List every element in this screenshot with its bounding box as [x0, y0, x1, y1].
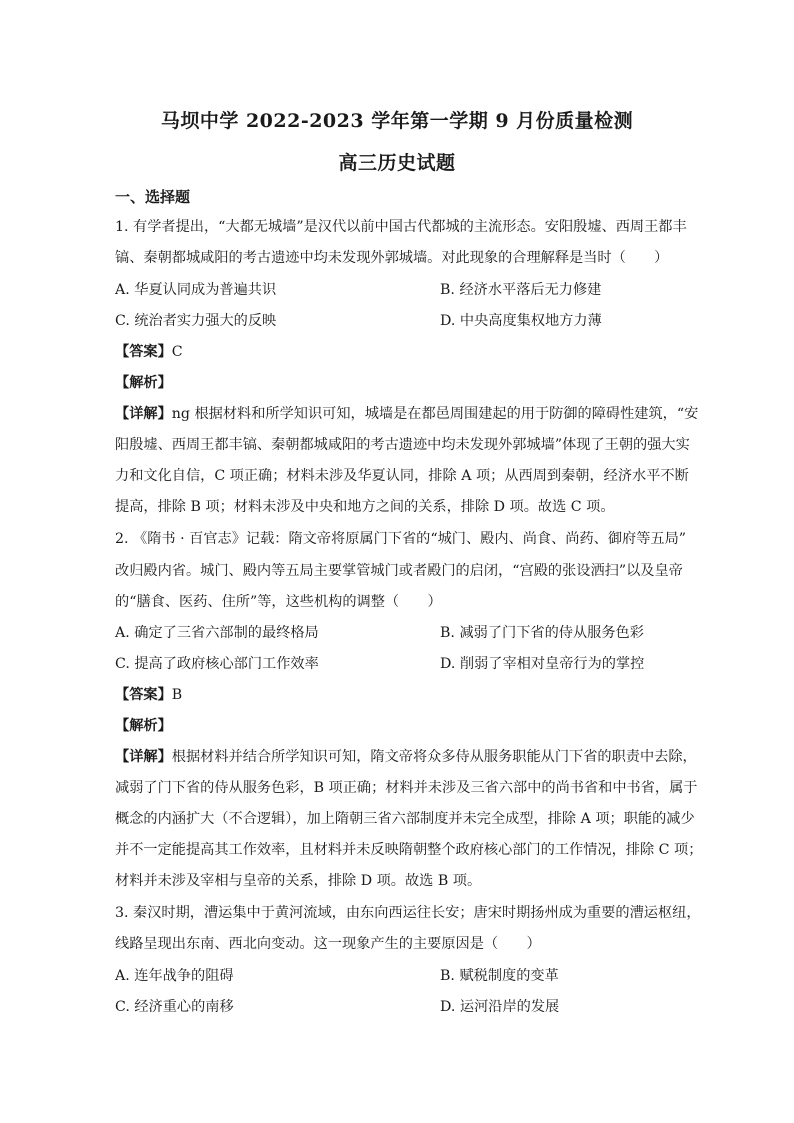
- q2-stem-line: 2. 《隋书 · 百官志》记载：隋文帝将原属门下省的“城门、殿内、尚食、尚药、御府等五局”: [115, 531, 687, 547]
- q2-answer: [115, 685, 182, 705]
- q3-option-d: D. 运河沿岸的发展: [440, 999, 560, 1015]
- q1-detail-line: 力和文化自信，C 项正确；材料未涉及华夏认同，排除 A 项；从西周到秦朝，经济水平不断: [115, 468, 689, 484]
- q3-option-a: A. 连年战争的阻碍: [115, 968, 234, 984]
- q1-detail-line: 阳殷墟、西周王都丰镐、秦朝都城咸阳的考古遗迹中均未发现外郭城墙”体现了王朝的强大实: [115, 437, 690, 453]
- detail-label: 【详解】: [115, 749, 172, 765]
- q2-detail-line: 概念的内涵扩大（不合逻辑），加上隋朝三省六部制度并未完全成型，排除 A 项；职能的减少: [115, 811, 695, 827]
- q2-option-b: B. 减弱了门下省的侍从服务色彩: [440, 625, 644, 641]
- q1-option-d: D. 中央高度集权地方力薄: [440, 313, 602, 329]
- answer-label: 【答案】: [115, 344, 172, 360]
- q1-stem-line: 镐、秦朝都城咸阳的考古遗迹中均未发现外郭城墙。对此现象的合理解释是当时（ ）: [115, 250, 669, 266]
- q3-option-b: B. 赋税制度的变革: [440, 968, 559, 984]
- q1-stem-line: 1. 有学者提出，“大都无城墙”是汉代以前中国古代都城的主流形态。安阳殷墟、西周王都丰: [115, 219, 687, 235]
- q2-stem-line: 改归殿内省。城门、殿内等五局主要掌管城门或者殿门的启闭，“宫殿的张设洒扫”以及皇帝: [115, 563, 683, 579]
- exam-subtitle: 高三历史试题: [338, 152, 456, 174]
- q2-analysis-label: 【解析】: [115, 718, 172, 734]
- q1-option-c: C. 统治者实力强大的反映: [115, 313, 277, 329]
- q1-analysis-label: 【解析】: [115, 375, 172, 391]
- section-heading: 一、选择题: [115, 188, 191, 206]
- q3-option-c: C. 经济重心的南移: [115, 999, 234, 1015]
- q2-option-a: A. 确定了三省六部制的最终格局: [115, 625, 319, 641]
- detail-label: 【详解】: [115, 406, 172, 422]
- answer-label: 【答案】: [115, 687, 172, 703]
- q3-stem-line: 3. 秦汉时期，漕运集中于黄河流域，由东向西运往长安；唐宋时期扬州成为重要的漕运枢纽，: [115, 905, 701, 921]
- detail-text: 根据材料并结合所学知识可知，隋文帝将众多侍从服务职能从门下省的职责中去除，: [171, 749, 697, 765]
- q2-detail-line: 材料并未涉及宰相与皇帝的关系，排除 D 项。故选 B 项。: [115, 873, 482, 889]
- q3-stem-line: 线路呈现出东南、西北向变动。这一现象产生的主要原因是（ ）: [115, 936, 541, 952]
- q1-answer: [115, 342, 183, 362]
- exam-title: 马坝中学 2022-2023 学年第一学期 9 月份质量检测: [160, 110, 634, 132]
- q2-stem-line: 的“膳食、医药、住所”等，这些机构的调整（ ）: [115, 594, 442, 610]
- q2-detail-line: [115, 747, 697, 767]
- q1-detail-line: 提高，排除 B 项；材料未涉及中央和地方之间的关系，排除 D 项。故选 C 项。: [115, 499, 615, 515]
- q1-option-a: A. 华夏认同成为普遍共识: [115, 282, 277, 298]
- detail-text: ng 根据材料和所学知识可知，城墙是在都邑周围建起的用于防御的障碍性建筑，“安: [171, 406, 699, 422]
- q1-option-b: B. 经济水平落后无力修建: [440, 282, 602, 298]
- answer-value: B: [171, 687, 183, 703]
- q2-option-d: D. 削弱了宰相对皇帝行为的掌控: [440, 656, 645, 672]
- q1-detail-line: [115, 404, 698, 424]
- answer-value: C: [171, 344, 183, 360]
- q2-option-c: C. 提高了政府核心部门工作效率: [115, 656, 319, 672]
- q2-detail-line: 并不一定能提高其工作效率，且材料并未反映隋朝整个政府核心部门的工作情况，排除 C 项；: [115, 842, 703, 858]
- q2-detail-line: 减弱了门下省的侍从服务色彩，B 项正确；材料并未涉及三省六部中的尚书省和中书省，属于: [115, 780, 698, 796]
